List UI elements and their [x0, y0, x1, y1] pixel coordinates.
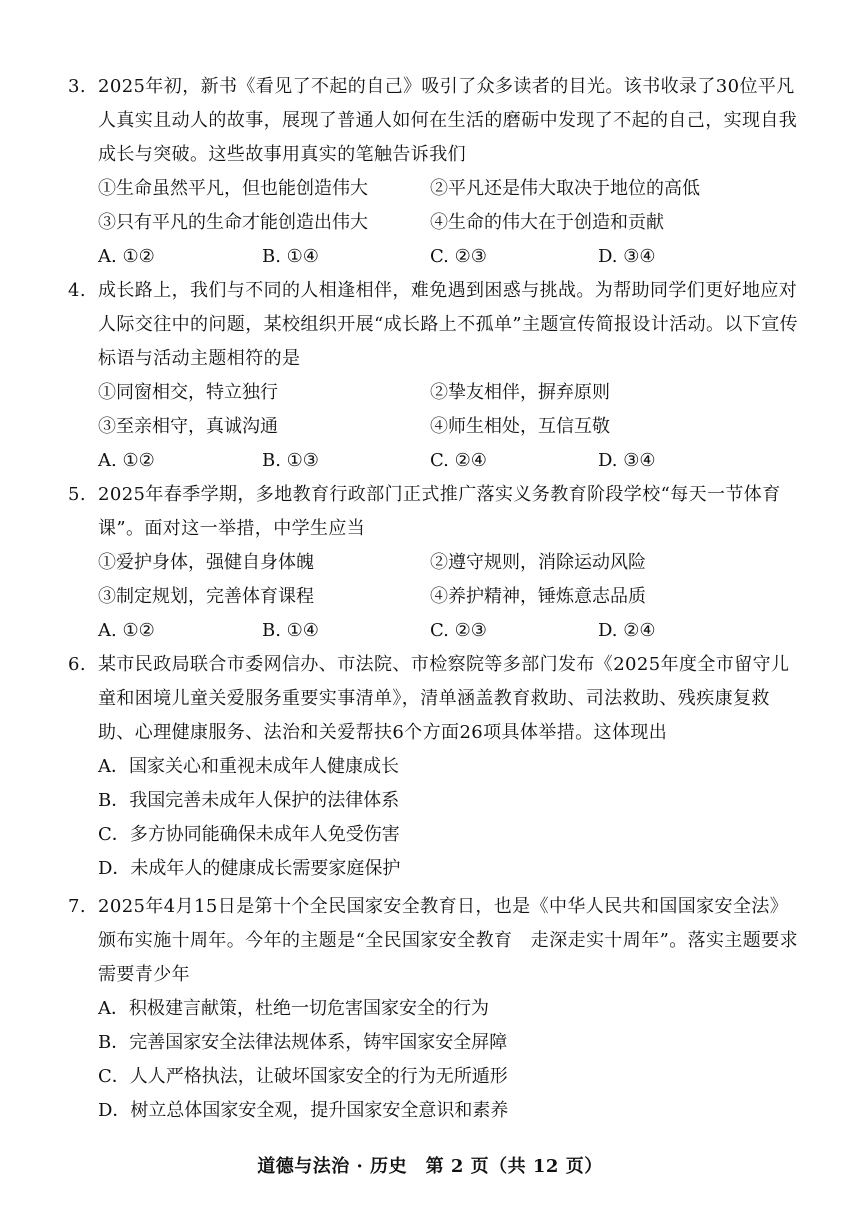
question-number: 6.	[68, 654, 86, 675]
question-stem	[68, 478, 798, 546]
statement: ②遵守规则，消除运动风险	[430, 552, 646, 573]
statement: ①同窗相交，特立独行	[98, 382, 278, 403]
choice-c: C．人人严格执法，让破坏国家安全的行为无所遁形	[98, 1066, 508, 1087]
option-d: D. ③④	[598, 450, 656, 471]
option-d: D. ③④	[598, 246, 656, 267]
question-number: 5.	[68, 484, 86, 505]
question-number: 7.	[68, 896, 86, 917]
question-6	[68, 648, 798, 886]
question-stem	[68, 648, 798, 750]
question-stem	[68, 70, 798, 172]
statement: ①爱护身体，强健自身体魄	[98, 552, 314, 573]
option-b: B. ①④	[262, 246, 319, 267]
choice-b: B．我国完善未成年人保护的法律体系	[98, 790, 400, 811]
question-stem	[68, 890, 798, 992]
statement-row	[68, 376, 798, 410]
statement: ②平凡还是伟大取决于地位的高低	[430, 178, 700, 199]
statement: ③至亲相守，真诚沟通	[98, 416, 278, 437]
statement: ④养护精神，锤炼意志品质	[430, 586, 646, 607]
question-text: 成长路上，我们与不同的人相逢相伴，难免遇到困惑与挑战。为帮助同学们更好地应对人际交往中的问题，某校组织开展“成长路上不孤单”主题宣传简报设计活动。以下宣传标语与活动主题相符的是	[98, 280, 799, 369]
option-row	[68, 444, 798, 478]
question-number: 4.	[68, 280, 86, 301]
choice-b: B．完善国家安全法律法规体系，铸牢国家安全屏障	[98, 1032, 508, 1053]
statement-row	[68, 546, 798, 580]
question-7	[68, 890, 798, 1128]
question-3	[68, 70, 798, 274]
statement: ③制定规划，完善体育课程	[98, 586, 314, 607]
choice-d: D．树立总体国家安全观，提升国家安全意识和素养	[98, 1100, 509, 1121]
question-text: 某市民政局联合市委网信办、市法院、市检察院等多部门发布《2025年度全市留守儿童和困境儿童关爱服务重要实事清单》，清单涵盖教育救助、司法救助、残疾康复救助、心理健康服务、法治和关爱帮扶6个方面26项具体举措。这体现出	[98, 654, 790, 743]
option-a: A. ①②	[98, 246, 155, 267]
statement: ④生命的伟大在于创造和贡献	[430, 212, 664, 233]
option-row	[68, 240, 798, 274]
option-row	[68, 614, 798, 648]
choice-d: D．未成年人的健康成长需要家庭保护	[98, 858, 401, 879]
choice-c: C．多方协同能确保未成年人免受伤害	[98, 824, 400, 845]
option-c: C. ②④	[430, 450, 487, 471]
question-5	[68, 478, 798, 648]
option-c: C. ②③	[430, 246, 487, 267]
option-a: A. ①②	[98, 450, 155, 471]
statement: ③只有平凡的生命才能创造出伟大	[98, 212, 368, 233]
statement: ②挚友相伴，摒弃原则	[430, 382, 610, 403]
choice-a: A．国家关心和重视未成年人健康成长	[98, 756, 399, 777]
statement-row	[68, 206, 798, 240]
question-stem	[68, 274, 798, 376]
question-text: 2025年4月15日是第十个全民国家安全教育日，也是《中华人民共和国国家安全法》颁布实施十周年。今年的主题是“全民国家安全教育 走深走实十周年”。落实主题要求需要青少年	[98, 896, 799, 985]
option-b: B. ①③	[262, 450, 319, 471]
statement: ①生命虽然平凡，但也能创造伟大	[98, 178, 368, 199]
statement-row	[68, 172, 798, 206]
option-d: D. ②④	[598, 620, 656, 641]
question-text: 2025年初，新书《看见了不起的自己》吸引了众多读者的目光。该书收录了30位平凡人真实且动人的故事，展现了普通人如何在生活的磨砺中发现了不起的自己，实现自我成长与突破。这些故事用真实的笔触告诉我们	[98, 76, 798, 165]
statement-row	[68, 580, 798, 614]
question-4	[68, 274, 798, 478]
page-footer: 道德与法治 · 历史 第 2 页（共 12 页）	[257, 1156, 603, 1177]
statement-row	[68, 410, 798, 444]
option-c: C. ②③	[430, 620, 487, 641]
question-text: 2025年春季学期，多地教育行政部门正式推广落实义务教育阶段学校“每天一节体育课”。面对这一举措，中学生应当	[98, 484, 781, 539]
option-b: B. ①④	[262, 620, 319, 641]
choice-a: A．积极建言献策，杜绝一切危害国家安全的行为	[98, 998, 489, 1019]
option-a: A. ①②	[98, 620, 155, 641]
statement: ④师生相处，互信互敬	[430, 416, 610, 437]
question-number: 3.	[68, 76, 86, 97]
